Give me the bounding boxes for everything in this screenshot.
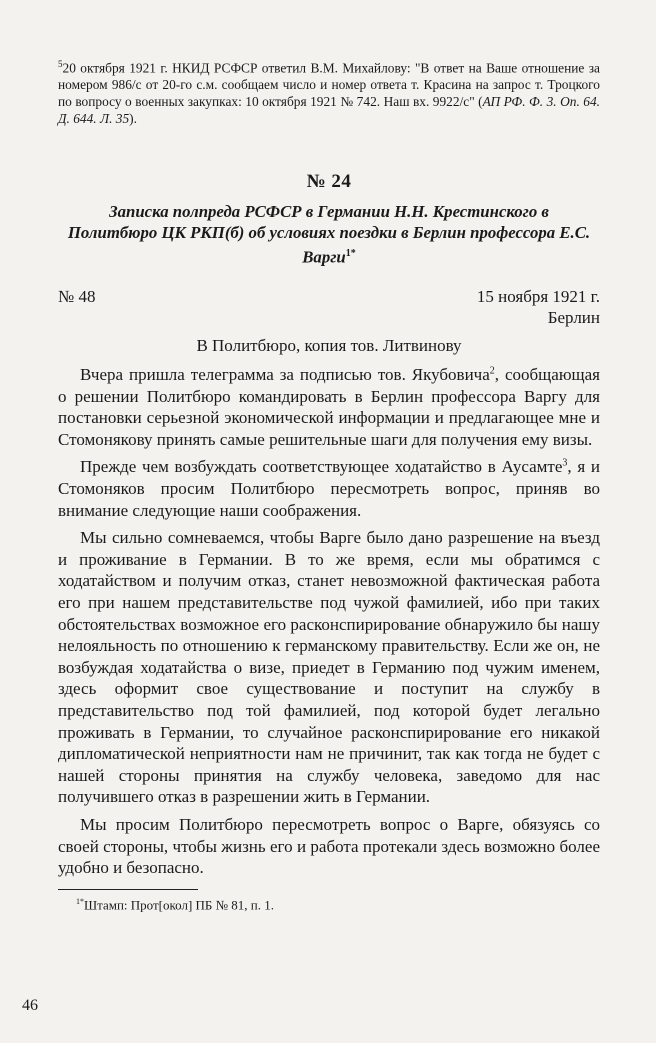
footnote-ref: 3 [562, 457, 568, 469]
paragraph [58, 456, 600, 521]
page-number: 46 [22, 997, 38, 1014]
top-footnote [58, 56, 600, 127]
bottom-footnote [58, 894, 600, 913]
archive-reference: АП РФ. Ф. 3. Оп. 64. Д. 644. Л. 35 [58, 94, 600, 127]
paragraph [58, 364, 600, 450]
footnote-end: ). [129, 111, 137, 127]
heading-footnote-marker: 1* [345, 248, 356, 260]
footnote-marker: 5 [58, 59, 63, 69]
document-city: Берлин [547, 308, 600, 328]
document-number: № 24 [306, 171, 352, 193]
document-heading [58, 201, 600, 268]
paragraph-text: Вчера пришла телеграмма за подписью тов. Якубовича [80, 365, 490, 385]
paragraph: Мы сильно сомневаемся, чтобы Варге было дано разрешение на въезд и проживание в Германии. В то же время, если мы обратимся с ходатайством и получим отказ, станет невозможной фактическая работа его при нашем представительстве под чужой фамилией, ибо при таких обстоятельствах возможное его расконспирирование обнаружило бы нашу нелояльность по отношению к германскому правительству. Если же он, не возбуждая ходатайства о визе, приедет в Германию под чужим именем, здесь оформит свое существование и поступит на службу в представительство под той фамилией, под которой будет легально проживать в Германии, то случайное расконспирирование его никакой дипломатической неприятности нам не причинит, так как тогда не будет с нашей стороны принятия на службу человека, заведомо для нас получившего отказ в разрешении жить в Германии. [58, 528, 600, 807]
document-meta [58, 286, 600, 307]
paragraph-text: , я и Стомоняков просим Политбюро пересмотреть вопрос, приняв во внимание следующие наши соображения. [58, 457, 600, 520]
paragraph-text: Прежде чем возбуждать соответствующее ходатайство в Аусамте [80, 457, 563, 477]
registration-number: № 48 [58, 287, 96, 307]
footnote-text: Штамп: Прот[окол] ПБ № 81, п. 1. [84, 897, 275, 913]
document-page [58, 56, 600, 913]
footnote-ref: 2 [489, 365, 495, 377]
footnote-text: 20 октября 1921 г. НКИД РСФСР ответил В.М. Михайлову: "В ответ на Ваше отношение за номером 986/с от 20-го с.м. сообщаем число и номер ответа т. Красина на запрос т. Троцкого по вопросу о военных закупках: 10 октября 1921 № 742. Наш вх. 9922/с" ( [58, 60, 600, 110]
paragraph: Мы просим Политбюро пересмотреть вопрос о Варге, обязуясь со своей стороны, чтобы жизнь его и работа протекали здесь возможно более удобно и безопасно. [58, 814, 600, 878]
heading-text: Записка полпреда РСФСР в Германии Н.Н. Крестинского в Политбюро ЦК РКП(б) об условиях поездки в Берлин профессора Е.С. Варги [67, 202, 591, 268]
paragraph-text: , сообщающая о решении Политбюро командировать в Берлин профессора Варгу для постановки серьезной экономической информации и предлагающее мне и Стомонякову принять самые решительные шаги для получения ему визы. [58, 365, 600, 449]
footnote-marker: 1* [76, 896, 84, 906]
document-body [58, 364, 600, 879]
document-date: 15 ноября 1921 г. [476, 287, 600, 307]
footnote-divider [58, 889, 198, 890]
addressee: В Политбюро, копия тов. Литвинову [196, 336, 462, 356]
